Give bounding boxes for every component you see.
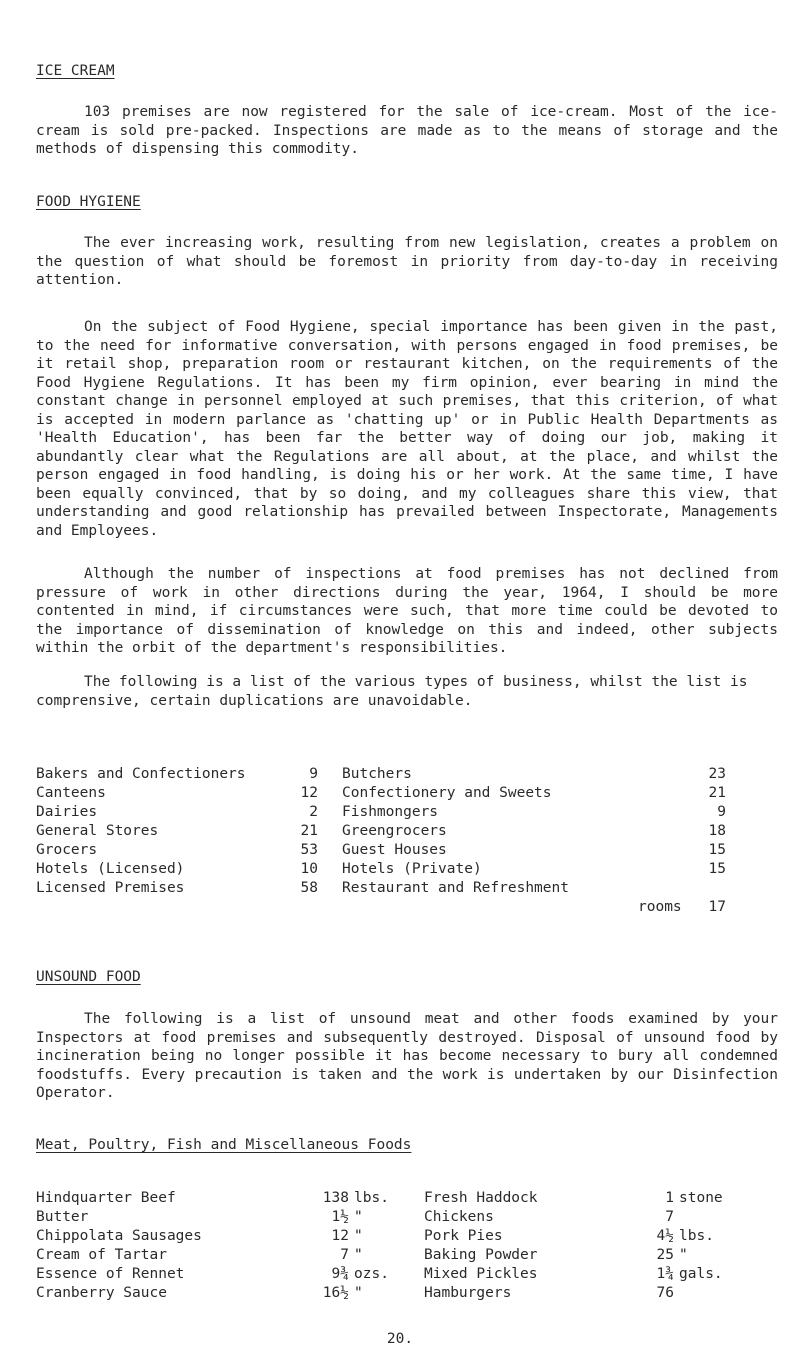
business-name: Hotels (Private) (342, 861, 482, 877)
business-count: 9 (309, 766, 318, 782)
food-unit: stone (679, 1190, 723, 1206)
food-name: Butter (36, 1209, 89, 1225)
business-name: Licensed Premises (36, 880, 185, 896)
unsound-food-subheading: Meat, Poultry, Fish and Miscellaneous Foods (36, 1137, 412, 1153)
business-count: 17 (708, 899, 726, 915)
table-row (36, 1189, 776, 1209)
ice-cream-heading: ICE CREAM (36, 63, 115, 79)
food-quantity: 9¾ (331, 1266, 349, 1282)
food-quantity: 4½ (656, 1228, 674, 1244)
business-name: Grocers (36, 842, 98, 858)
business-count: 23 (708, 766, 726, 782)
food-unit: gals. (679, 1266, 723, 1282)
food-name: Hindquarter Beef (36, 1190, 176, 1206)
food-unit: ozs. (354, 1266, 389, 1282)
food-quantity: 1 (665, 1190, 674, 1206)
ice-cream-paragraph: 103 premises are now registered for the sale of ice-cream. Most of the ice-cream is sold pre-packed. Inspections are made as to the means of storage and the methods of dispensing this commodity. (36, 104, 778, 157)
food-quantity: 138 (322, 1190, 349, 1206)
table-row (36, 1208, 776, 1228)
food-name: Baking Powder (424, 1247, 538, 1263)
business-count: 12 (300, 785, 318, 801)
business-name: Hotels (Licensed) (36, 861, 185, 877)
food-hygiene-heading: FOOD HYGIENE (36, 194, 141, 210)
food-quantity: 7 (665, 1209, 674, 1225)
food-hygiene-paragraph-1: The ever increasing work, resulting from new legislation, creates a problem on the question of what should be foremost in priority from day-to-day in receiving attention. (36, 235, 778, 288)
unsound-food-table (36, 1189, 776, 1309)
business-count: 21 (708, 785, 726, 801)
business-count: 18 (708, 823, 726, 839)
business-name: General Stores (36, 823, 159, 839)
food-unit: " (354, 1247, 363, 1263)
table-row (36, 765, 776, 785)
business-count: 53 (300, 842, 318, 858)
table-row (36, 879, 776, 899)
business-count: 15 (708, 861, 726, 877)
food-quantity: 16½ (322, 1285, 349, 1301)
business-count: 10 (300, 861, 318, 877)
business-name: Fishmongers (342, 804, 439, 820)
food-name: Mixed Pickles (424, 1266, 538, 1282)
food-name: Essence of Rennet (36, 1266, 185, 1282)
table-row (36, 860, 776, 880)
business-name: Dairies (36, 804, 98, 820)
business-name: Restaurant and Refreshment (342, 880, 569, 896)
business-types-table (36, 765, 776, 915)
food-name: Cranberry Sauce (36, 1285, 167, 1301)
business-count: 21 (300, 823, 318, 839)
food-quantity: 1½ (331, 1209, 349, 1225)
food-quantity: 12 (331, 1228, 349, 1244)
table-row (36, 784, 776, 804)
business-name: rooms (638, 899, 682, 915)
business-count: 58 (300, 880, 318, 896)
table-row (36, 841, 776, 861)
food-hygiene-paragraph-3: Although the number of inspections at food premises has not declined from pressure of work in other directions during the year, 1964, I should be more contented in mind, if circumstances were such, that more time could be devoted to the importance of dissemination of knowledge on this and indeed, other subjects within the orbit of the department's responsibilities. (36, 566, 778, 656)
business-name: Butchers (342, 766, 412, 782)
business-count: 9 (717, 804, 726, 820)
food-unit: lbs. (679, 1228, 714, 1244)
business-count: 15 (708, 842, 726, 858)
table-row (36, 1265, 776, 1285)
food-unit: " (354, 1228, 363, 1244)
table-row (36, 803, 776, 823)
table-row (36, 898, 776, 918)
business-count: 2 (309, 804, 318, 820)
food-quantity: 1¾ (656, 1266, 674, 1282)
food-name: Fresh Haddock (424, 1190, 538, 1206)
food-unit: lbs. (354, 1190, 389, 1206)
food-name: Hamburgers (424, 1285, 512, 1301)
table-row (36, 822, 776, 842)
table-row (36, 1246, 776, 1266)
unsound-food-heading: UNSOUND FOOD (36, 969, 141, 985)
food-name: Cream of Tartar (36, 1247, 167, 1263)
food-unit: " (679, 1247, 688, 1263)
food-quantity: 76 (656, 1285, 674, 1301)
business-name: Confectionery and Sweets (342, 785, 552, 801)
food-quantity: 7 (340, 1247, 349, 1263)
business-name: Canteens (36, 785, 106, 801)
food-quantity: 25 (656, 1247, 674, 1263)
food-unit: " (354, 1209, 363, 1225)
business-name: Bakers and Confectioners (36, 766, 246, 782)
business-name: Guest Houses (342, 842, 447, 858)
unsound-food-paragraph: The following is a list of unsound meat and other foods examined by your Inspectors at food premises and subsequently destroyed. Disposal of unsound food by incineration being no longer possible it has become necessary to bury all condemned foodstuffs. Every precaution is taken and the work is undertaken by our Disinfection Operator. (36, 1011, 778, 1101)
food-unit: " (354, 1285, 363, 1301)
table-row (36, 1284, 776, 1304)
page-number: 20. (386, 1331, 414, 1347)
business-name: Greengrocers (342, 823, 447, 839)
food-hygiene-paragraph-2: On the subject of Food Hygiene, special importance has been given in the past, to the need for informative conversation, with persons engaged in food premises, be it retail shop, preparation room or restaurant kitchen, on the requirements of the Food Hygiene Regulations. It has been my firm opinion, ever bearing in mind the constant change in personnel employed at such premises, that this criterion, of what is accepted in modern parlance as 'chatting up' or in Public Health Departments as 'Health Education', has been far the better way of doing our job, making it abundantly clear what the Regulations are all about, at the place, and whilst the person engaged in food handling, is doing his or her work. At the same time, I have been equally convinced, that by so doing, and my colleagues share this view, that understanding and good relationship has prevailed between Inspectorate, Managements and Employees. (36, 319, 778, 539)
food-name: Chippolata Sausages (36, 1228, 202, 1244)
food-name: Pork Pies (424, 1228, 503, 1244)
business-list-intro: The following is a list of the various types of business, whilst the list is comprensive, certain duplications are unavoidable. (36, 674, 748, 709)
table-row (36, 1227, 776, 1247)
food-name: Chickens (424, 1209, 494, 1225)
